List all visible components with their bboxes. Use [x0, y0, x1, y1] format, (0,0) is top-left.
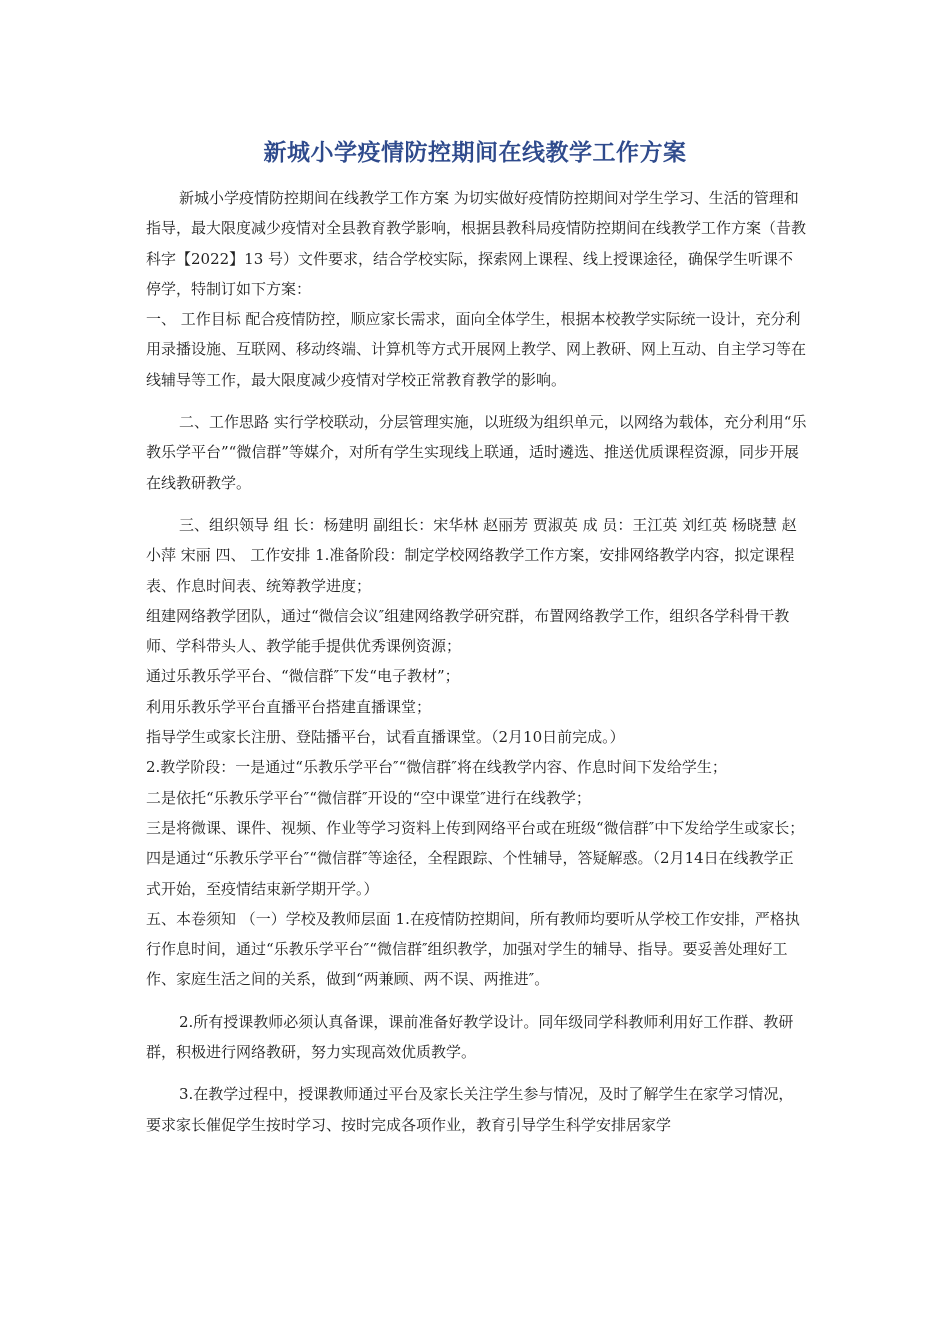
document-body [146, 183, 808, 1140]
paragraph-registration: 指导学生或家长注册、登陆播平台，试看直播课堂。（2月10日前完成。） [146, 728, 625, 747]
paragraph-goal: 一、 工作目标 配合疫情防控，顺应家长需求，面向全体学生，根据本校教学实际统一设计，充分利用录播设施、互联网、移动终端、计算机等方式开展网上教学、网上教研、网上互动、自主学习等在线辅导等工作，最大限度减少疫情对学校正常教育教学的影响。 [146, 310, 807, 389]
paragraph-stage-2-second: 二是依托“乐教乐学平台″“微信群″开设的“空中课堂″进行在线教学； [146, 788, 591, 807]
paragraph-notes-3: 3.在教学过程中，授课教师通过平台及家长关注学生参与情况，及时了解学生在家学习情况，要求家长催促学生按时学习、按时完成各项作业，教育引导学生科学安排居家学 [146, 1085, 794, 1134]
document-title: 新城小学疫情防控期间在线教学工作方案 [263, 140, 687, 166]
paragraph-approach: 二、工作思路 实行学校联动，分层管理实施，以班级为组织单元，以网络为载体，充分利用“乐教乐学平台”“微信群”等媒介，对所有学生实现线上联通，适时遴选、推送优质课程资源，同步开展在线教研教学。 [146, 413, 807, 492]
paragraph-intro: 新城小学疫情防控期间在线教学工作方案 为切实做好疫情防控期间对学生学习、生活的管理和指导，最大限度减少疫情对全县教育教学影响，根据县教科局疫情防控期间在线教学工作方案（昔教科字【2022】13 号）文件要求，结合学校实际，探索网上课程、线上授课途径，确保学生听课不停学，特制订如下方案： [146, 189, 807, 298]
paragraph-materials: 通过乐教乐学平台、“微信群″下发“电子教材”； [146, 667, 460, 686]
paragraph-stage-2-fourth: 四是通过“乐教乐学平台″“微信群″等途径，全程跟踪、个性辅导，答疑解惑。（2月14日在线教学正式开始，至疫情结束新学期开学。） [146, 849, 794, 898]
paragraph-leadership: 三、组织领导 组 长：杨建明 副组长：宋华林 赵丽芳 贾淑英 成 员：王江英 刘红英 杨晓慧 赵小萍 宋丽 四、 工作安排 1.准备阶段：制定学校网络教学工作方案，安排网络教学内容，拟定课程表、作息时间表、统筹教学进度； [146, 515, 797, 595]
paragraph-notes: 五、本卷须知 （一）学校及教师层面 1.在疫情防控期间，所有教师均要听从学校工作安排，严格执行作息时间，通过“乐教乐学平台″“微信群″组织教学，加强对学生的辅导、指导。要妥善处理好工作、家庭生活之间的关系，做到“两兼顾、两不误、两推进″。 [146, 909, 800, 989]
paragraph-stage-2-third: 三是将微课、课件、视频、作业等学习资料上传到网络平台或在班级“微信群″中下发给学生或家长； [146, 818, 805, 837]
paragraph-team: 组建网络教学团队，通过“微信会议″组建网络教学研究群，布置网络教学工作，组织各学科骨干教师、学科带头人、教学能手提供优秀课例资源； [146, 606, 790, 656]
paragraph-live-class: 利用乐教乐学平台直播平台搭建直播课堂； [146, 697, 432, 716]
paragraph-stage-2: 2.教学阶段：一是通过“乐教乐学平台″“微信群″将在线教学内容、作息时间下发给学生； [146, 758, 727, 777]
paragraph-notes-2: 2.所有授课教师必须认真备课，课前准备好教学设计。同年级同学科教师利用好工作群、教研群，积极进行网络教研，努力实现高效优质教学。 [146, 1012, 794, 1062]
